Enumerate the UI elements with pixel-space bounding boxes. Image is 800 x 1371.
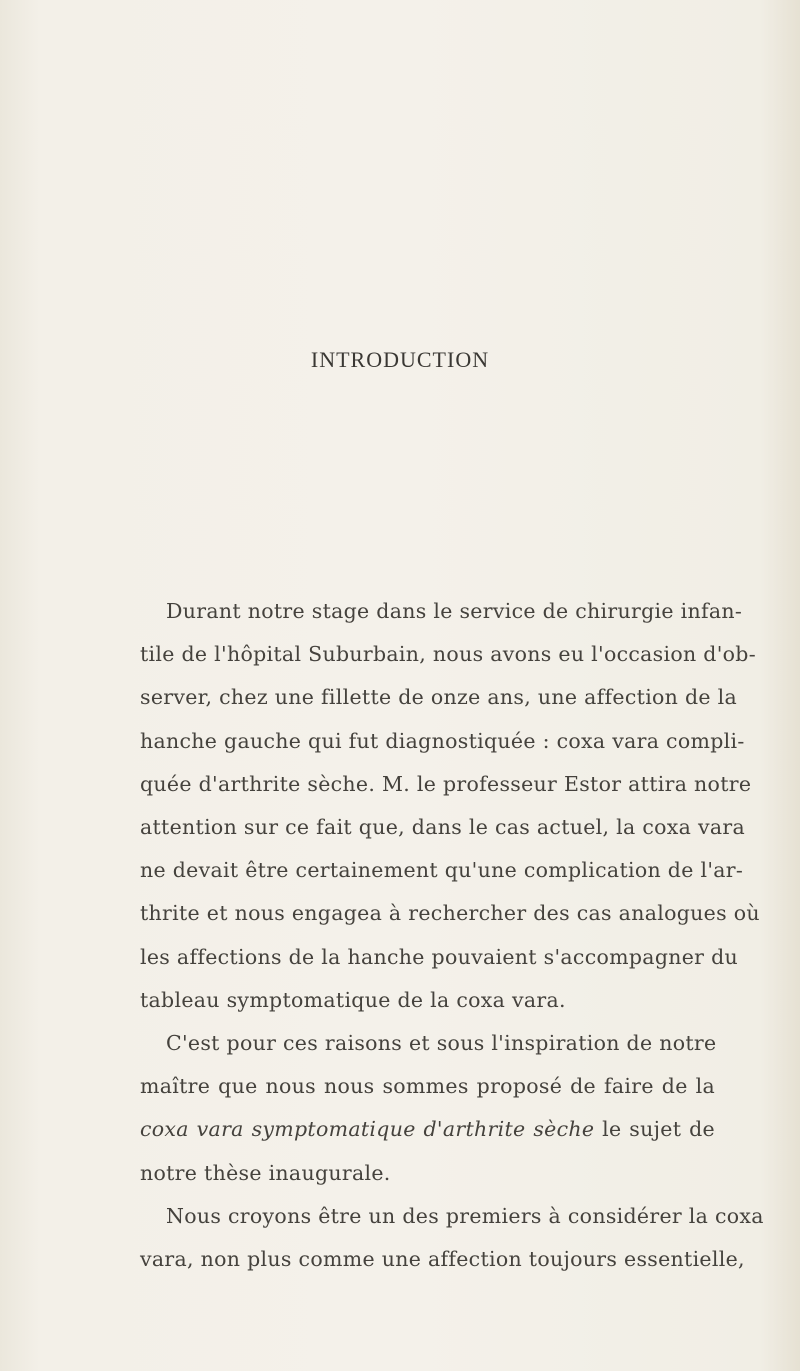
text-line-7: ne devait être certainement qu'une complication de l'ar-: [140, 858, 744, 883]
text-line-2: tile de l'hôpital Suburbain, nous avons eu l'occasion d'ob-: [140, 642, 756, 667]
text-line-11: C'est pour ces raisons et sous l'inspiration de notre: [166, 1031, 717, 1056]
text-line-4: hanche gauche qui fut diagnostiquée : coxa vara compli-: [140, 728, 745, 753]
text-line-13-rest: le sujet de: [594, 1117, 715, 1142]
text-line-6: attention sur ce fait que, dans le cas actuel, la coxa vara: [140, 815, 746, 840]
text-line-3: server, chez une fillette de onze ans, une affection de la: [140, 685, 738, 710]
text-line-5: quée d'arthrite sèche. M. le professeur Estor attira notre: [140, 771, 752, 796]
text-line-16: vara, non plus comme une affection toujours essentielle,: [140, 1247, 745, 1272]
text-line-10: tableau symptomatique de la coxa vara.: [140, 987, 566, 1012]
italic-thesis-title: coxa vara symptomatique d'arthrite sèche: [140, 1117, 595, 1142]
text-line-9: les affections de la hanche pouvaient s'accompagner du: [140, 944, 739, 969]
text-line-8: thrite et nous engagea à rechercher des cas analogues où: [140, 901, 760, 926]
text-line-13: [140, 1108, 715, 1151]
text-line-14: notre thèse inaugurale.: [140, 1160, 391, 1185]
chapter-heading: INTRODUCTION: [310, 347, 490, 372]
body-text: [140, 590, 764, 1281]
text-line-15: Nous croyons être un des premiers à considérer la coxa: [166, 1203, 764, 1228]
text-line-1: Durant notre stage dans le service de chirurgie infan-: [166, 599, 743, 623]
text-line-12: maître que nous nous sommes proposé de faire de la: [140, 1074, 715, 1099]
